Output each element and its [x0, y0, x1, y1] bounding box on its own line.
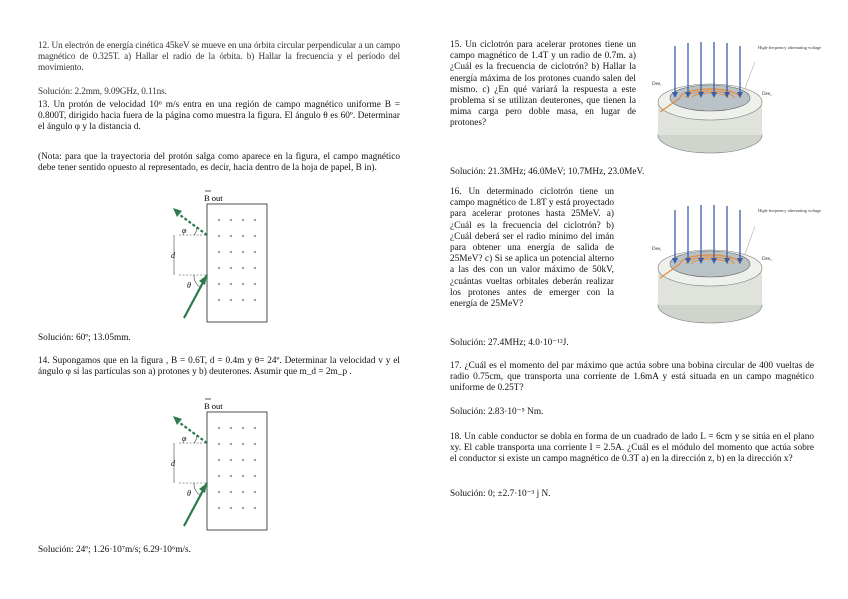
- field-dots: [218, 219, 256, 301]
- field-region: [207, 412, 267, 530]
- problem-18-text: 18. Un cable conductor se dobla en forma de un cuadrado de lado L = 6cm y se sitúa en el plano xy. El cable transporta una corriente I = 2.5A. ¿Cuál es el módulo del momento que actúa sobre el conductor si existe un campo magnético de 0.3T a) en la dirección z, b) en la dirección x?: [450, 432, 814, 465]
- d-label: d: [171, 459, 175, 468]
- problem-15-text: 15. Un ciclotrón para acelerar protones tiene un campo magnético de 1.4T y un radio de 0.7m. a) ¿Cuál es la frecuencia de ciclotrón? b) Hallar la energía máxima de los protones cuando salen del mismo. c) ¿En qué variará la respuesta a este problema si se utilizan deuterones, que tienen la mima carga pero doble masa, en lugar de protones?: [450, 40, 636, 129]
- problem-12-text: 12. Un electrón de energía cinética 45keV se mueve en una órbita circular perpendicular a un campo magnético de 0.325T. a) Hallar el radio de la órbita. b) Hallar la frecuencia y el período del movimiento.: [38, 40, 400, 72]
- field-region: [207, 204, 267, 322]
- exit-trajectory: [176, 212, 207, 235]
- figure-proton-field-2: [164, 398, 276, 533]
- problem-15-solution: Solución: 21.3MHz; 46.0MeV; 10.7MHz, 23.0MeV.: [450, 167, 645, 177]
- dee2-label: Dee₂: [762, 257, 772, 262]
- problem-13-solution: Solución: 60º; 13.05mm.: [38, 333, 131, 343]
- d-label: d: [171, 251, 175, 260]
- problem-17-text: 17. ¿Cuál es el momento del par máximo que actúa sobre una bobina circular de 400 vueltas de radio 0.75cm, que transporta una corriente de 1.6mA y está situada en un campo magnético uniforme de 0.25T?: [450, 361, 814, 394]
- theta-label: θ: [187, 489, 191, 498]
- figure-proton-field-1: [164, 190, 276, 325]
- problem-13-note: (Nota: para que la trayectoria del protón salga como aparece en la figura, el campo magnético debe tener sentido opuesto al representado, es decir, hacia dentro de la hoja de papel, B in).: [38, 152, 400, 174]
- problem-17-solution: Solución: 2.83·10⁻⁵ Nm.: [450, 407, 544, 417]
- problem-16-text: 16. Un determinado ciclotrón tiene un campo magnético de 1.8T y está proyectado para acelerar protones hasta 25MeV. a) ¿Cuál es la frecuencia del ciclotrón? b) ¿Cuál deberá ser el radio mínimo del imán para obtener una energía de salida de 25MeV? c) Si se aplica un potencial alterno a las des con un valor máximo de 50kV, ¿cuántas vueltas orbitales deberán realizar los protones antes de emerger con la energía de 25MeV?: [450, 187, 614, 310]
- dee1-label: Dee₁: [652, 82, 662, 87]
- dee2-label: Dee₂: [762, 92, 772, 97]
- dee1-label: Dee₁: [652, 247, 662, 252]
- problem-13-text: 13. Un protón de velocidad 10⁶ m/s entra en una región de campo magnético uniforme B = 0.800T, dirigido hacia fuera de la página como muestra la figura. El ángulo θ es 60º. Determinar el ángulo φ y la distancia d.: [38, 100, 400, 133]
- field-dots: [218, 427, 256, 509]
- problem-14-solution: Solución: 24º; 1.26·10⁷m/s; 6.29·10⁶m/s.: [38, 545, 191, 555]
- theta-label: θ: [187, 281, 191, 290]
- hf-label: High-frequency alternating voltage: [758, 208, 822, 213]
- phi-label: φ: [182, 226, 187, 235]
- phi-label: φ: [182, 434, 187, 443]
- svg-text:High-frequency alternating vol: [758, 45, 821, 50]
- hf-label: High-frequency alternating voltage: [758, 45, 822, 50]
- problem-16-solution: Solución: 27.4MHz; 4.0·10⁻¹²J.: [450, 338, 569, 348]
- problem-14-text: 14. Supongamos que en la figura , B = 0.6T, d = 0.4m y θ= 24º. Determinar la velocidad v y el ángulo φ si las partículas son a) protones y b) deuterones. Asumir que m_d = 2m_p .: [38, 356, 400, 378]
- problem-18-solution: Solución: 0; ±2.7·10⁻³ j N.: [450, 489, 551, 499]
- cyclotron-figure-2: [650, 200, 822, 330]
- b-out-label: B out: [204, 193, 223, 203]
- problem-12-solution: Solución: 2.2mm, 9.09GHz, 0.11ns.: [38, 86, 167, 96]
- cyclotron-figure-1: [650, 40, 822, 160]
- exit-trajectory: [176, 420, 207, 443]
- b-out-label: B out: [204, 401, 223, 411]
- svg-text:High-frequency alternating vol: [758, 208, 821, 213]
